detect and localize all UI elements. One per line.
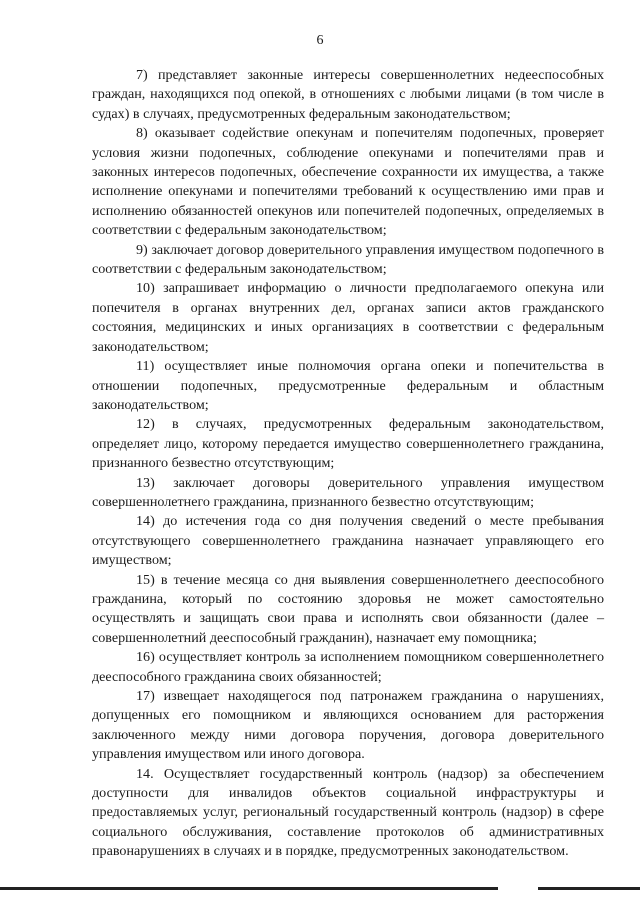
paragraph-item-17: 17) извещает находящегося под патронажем гражданина о нарушениях, допущенных его помощником и являющихся основанием для расторжения заключенного между ними договора поручения, договора доверительного управления имуществом или иного договора. [92,688,604,763]
paragraph-item-10: 10) запрашивает информацию о личности предполагаемого опекуна или попечителя в органах внутренних дел, органах записи актов гражданского состояния, медицинских и иных организациях в соответствии с федеральным законодательством; [92,280,604,355]
scan-edge-gap [498,887,538,890]
paragraph-section-14: 14. Осуществляет государственный контроль (надзор) за обеспечением доступности для инвалидов объектов социальной инфраструктуры и предоставляемых услуг, региональный государственный контроль (надзор) в сфере социального обслуживания, составление протоколов об административных правонарушениях в случаях и в порядке, предусмотренных законодательством. [92,765,604,860]
paragraph-item-14: 14) до истечения года со дня получения сведений о месте пребывания отсутствующего совершеннолетнего гражданина назначает управляющего его имуществом; [92,513,604,569]
paragraph-item-11: 11) осуществляет иные полномочия органа опеки и попечительства в отношении подопечных, предусмотренные федеральным и областным законодательством; [92,358,604,413]
page-number: 6 [316,33,324,48]
paragraph-item-16: 16) осуществляет контроль за исполнением помощником совершеннолетнего дееспособного гражданина своих обязанностей; [92,649,604,685]
paragraph-item-7: 7) представляет законные интересы совершеннолетних недееспособных граждан, находящихся под опекой, в отношениях с любыми лицами (в том числе в судах) в случаях, предусмотренных федеральным законодательством; [92,67,604,122]
paragraph-item-12: 12) в случаях, предусмотренных федеральным законодательством, определяет лицо, которому передается имущество совершеннолетнего гражданина, признанного безвестно отсутствующим; [92,416,604,472]
paragraph-item-15: 15) в течение месяца со дня выявления совершеннолетнего дееспособного гражданина, который по состоянию здоровья не может самостоятельно осуществлять и защищать свои права и исполнять свои обязанности (далее – совершеннолетний дееспособный гражданин), назначает ему помощника; [92,571,604,646]
document-body [92,66,604,862]
paragraph-item-13: 13) заключает договоры доверительного управления имуществом совершеннолетнего гражданина, признанного безвестно отсутствующим; [92,474,604,510]
paragraph-item-8: 8) оказывает содействие опекунам и попечителям подопечных, проверяет условия жизни подопечных, соблюдение опекунами и попечителями прав и законных интересов подопечных, обеспечение сохранности их имущества, а также исполнение опекунами и попечителями требований к осуществлению ими прав и исполнению обязанностей опекунов или попечителей подопечных, определяемых в соответствии с федеральным законодательством; [92,125,604,239]
paragraph-item-9: 9) заключает договор доверительного управления имуществом подопечного в соответствии с федеральным законодательством; [92,241,604,278]
scan-bottom-edge [0,887,640,890]
